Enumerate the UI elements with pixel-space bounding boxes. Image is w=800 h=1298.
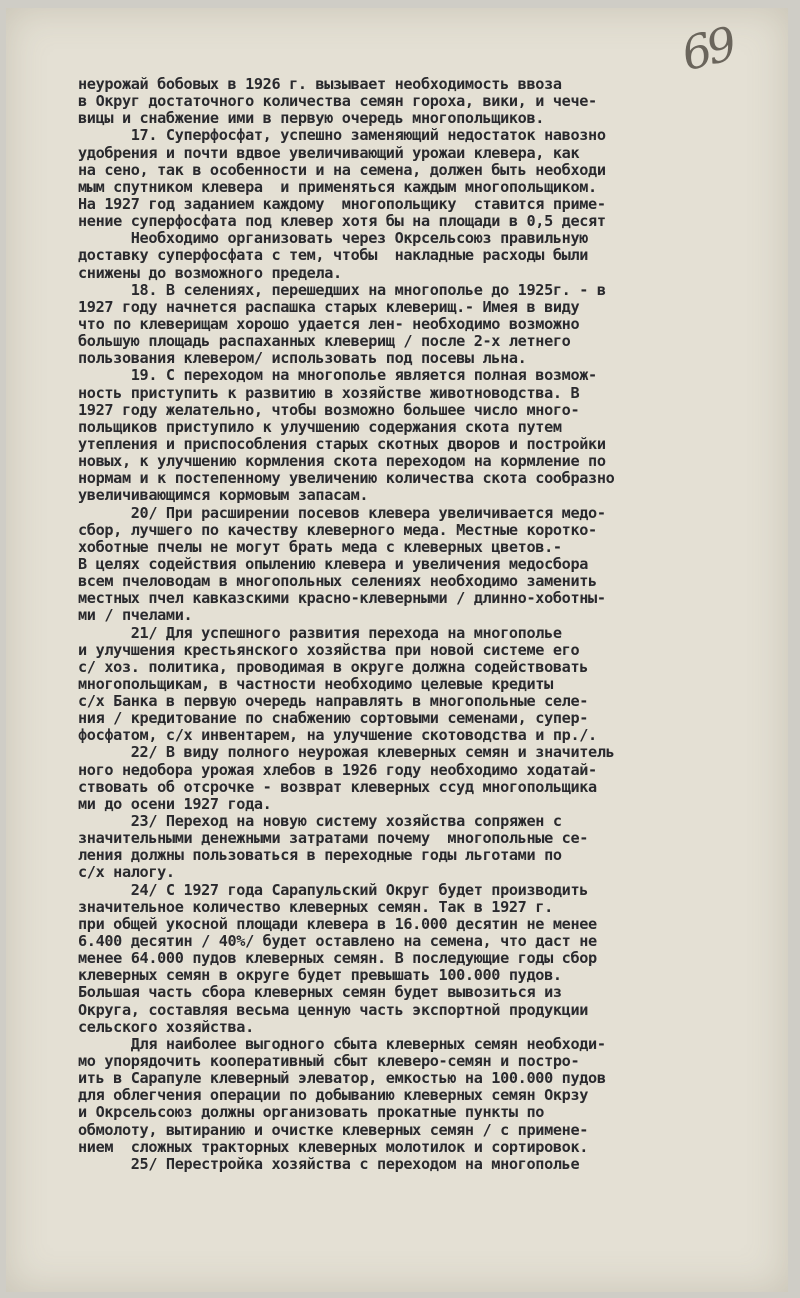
text-line: 22/ В виду полного неурожая клеверных семян и значитель <box>78 743 615 762</box>
text-line: нормам и к постепенному увеличению количества скота сообразно <box>78 469 615 488</box>
text-line: с/х Банка в первую очередь направлять в многопольные селе- <box>78 692 589 711</box>
text-line: клеверных семян в округе будет превышать 100.000 пудов. <box>78 966 562 985</box>
text-line: с/х налогу. <box>78 863 175 882</box>
text-line: 17. Суперфосфат, успешно заменяющий недостаток навозно <box>78 126 606 145</box>
text-line: при общей укосной площади клевера в 16.000 десятин не менее <box>78 914 597 933</box>
document-page <box>6 8 788 1292</box>
text-line: всем пчеловодам в многопольных селениях необходимо заменить <box>78 572 597 591</box>
text-line: В целях содействия опылению клевера и увеличения медосбора <box>78 554 589 573</box>
text-line: и Окрсельсоюз должны организовать прокатные пункты по <box>78 1103 545 1122</box>
text-line: снижены до возможного предела. <box>78 263 342 282</box>
text-line: новых, к улучшению кормления скота переходом на кормление по <box>78 452 606 471</box>
text-line: Необходимо организовать через Окрсельсоюз правильную <box>78 229 589 248</box>
text-line: местных пчел кавказскими красно-клеверными / длинно-хоботны- <box>78 589 606 608</box>
text-line: большую площадь распаханных клеверищ / после 2-х летнего <box>78 332 571 351</box>
text-line: обмолоту, вытиранию и очистке клеверных семян / с примене- <box>78 1120 589 1139</box>
text-line: ствовать об отсрочке - возврат клеверных ссуд многопольщика <box>78 777 597 796</box>
text-line: нием сложных тракторных клеверных молотилок и сортировок. <box>78 1137 589 1156</box>
text-line: 18. В селениях, перешедших на многополье до 1925г. - в <box>78 280 606 299</box>
typewritten-body <box>78 76 778 1173</box>
text-line: хоботные пчелы не могут брать меда с клеверных цветов.- <box>78 537 562 556</box>
text-line: утепления и приспособления старых скотных дворов и постройки <box>78 434 606 453</box>
text-line: для облегчения операции по добыванию клеверных семян Окрзу <box>78 1086 589 1105</box>
text-line: менее 64.000 пудов клеверных семян. В последующие годы сбор <box>78 949 597 968</box>
text-line: на сено, так в особенности и на семена, должен быть необходи <box>78 160 606 179</box>
text-line: 23/ Переход на новую систему хозяйства сопряжен с <box>78 812 562 831</box>
text-line: значительное количество клеверных семян. Так в 1927 г. <box>78 897 553 916</box>
text-line: мо упорядочить кооперативный сбыт клеверо-семян и постро- <box>78 1052 580 1071</box>
text-line: сельского хозяйства. <box>78 1017 254 1036</box>
text-line: пользования клевером/ использовать под посевы льна. <box>78 349 527 368</box>
text-line: ния / кредитование по снабжению сортовыми семенами, супер- <box>78 709 589 728</box>
text-line: нение суперфосфата под клевер хотя бы на площади в 0,5 десят <box>78 212 606 231</box>
text-line: На 1927 год заданием каждому многопольщику ставится приме- <box>78 194 606 213</box>
text-line: в Округ достаточного количества семян гороха, вики, и чече- <box>78 92 597 111</box>
text-line: 24/ С 1927 года Сарапульский Округ будет производить <box>78 880 589 899</box>
text-line: польщиков приступило к улучшению содержания скота путем <box>78 417 562 436</box>
text-line: Округа, составляя весьма ценную часть экспортной продукции <box>78 1000 589 1019</box>
text-line: 20/ При расширении посевов клевера увеличивается медо- <box>78 503 606 522</box>
text-line: удобрения и почти вдвое увеличивающий урожаи клевера, как <box>78 143 580 162</box>
text-line: ить в Сарапуле клеверный элеватор, емкостью на 100.000 пудов <box>78 1069 606 1088</box>
text-line: значительными денежными затратами почему многопольные се- <box>78 829 589 848</box>
text-line: ления должны пользоваться в переходные годы льготами по <box>78 846 562 865</box>
text-line: мым спутником клевера и применяться каждым многопольщиком. <box>78 177 597 196</box>
text-line: с/ хоз. политика, проводимая в округе должна содействовать <box>78 657 589 676</box>
text-line: 19. С переходом на многополье является полная возмож- <box>78 366 597 385</box>
text-line: увеличивающимся кормовым запасам. <box>78 486 369 505</box>
text-line: фосфатом, с/х инвентарем, на улучшение скотоводства и пр./. <box>78 726 597 745</box>
text-line: 1927 году начнется распашка старых клеверищ.- Имея в виду <box>78 297 580 316</box>
text-line: ми до осени 1927 года. <box>78 794 272 813</box>
text-line: доставку суперфосфата с тем, чтобы накладные расходы были <box>78 246 589 265</box>
text-line: что по клеверищам хорошо удается лен- необходимо возможно <box>78 314 580 333</box>
text-line: 21/ Для успешного развития перехода на многополье <box>78 623 562 642</box>
text-line: вицы и снабжение ими в первую очередь многопольщиков. <box>78 109 545 128</box>
text-line: 25/ Перестройка хозяйства с переходом на многополье <box>78 1154 580 1173</box>
text-line: ность приступить к развитию в хозяйстве животноводства. В <box>78 383 580 402</box>
text-line: неурожай бобовых в 1926 г. вызывает необходимость ввоза <box>78 75 562 93</box>
text-line: Для наиболее выгодного сбыта клеверных семян необходи- <box>78 1034 606 1053</box>
text-line: ми / пчелами. <box>78 606 193 625</box>
text-line: многопольщикам, в частности необходимо целевые кредиты <box>78 674 553 693</box>
text-line: Большая часть сбора клеверных семян будет вывозиться из <box>78 983 562 1002</box>
text-line: 6.400 десятин / 40%/ будет оставлено на семена, что даст не <box>78 932 597 951</box>
text-line: сбор, лучшего по качеству клеверного меда. Местные коротко- <box>78 520 597 539</box>
text-line: и улучшения крестьянского хозяйства при новой системе его <box>78 640 580 659</box>
folio-number: 69 <box>676 16 739 82</box>
text-line: ного недобора урожая хлебов в 1926 году необходимо ходатай- <box>78 760 597 779</box>
text-line: 1927 году желательно, чтобы возможно большее число много- <box>78 400 580 419</box>
